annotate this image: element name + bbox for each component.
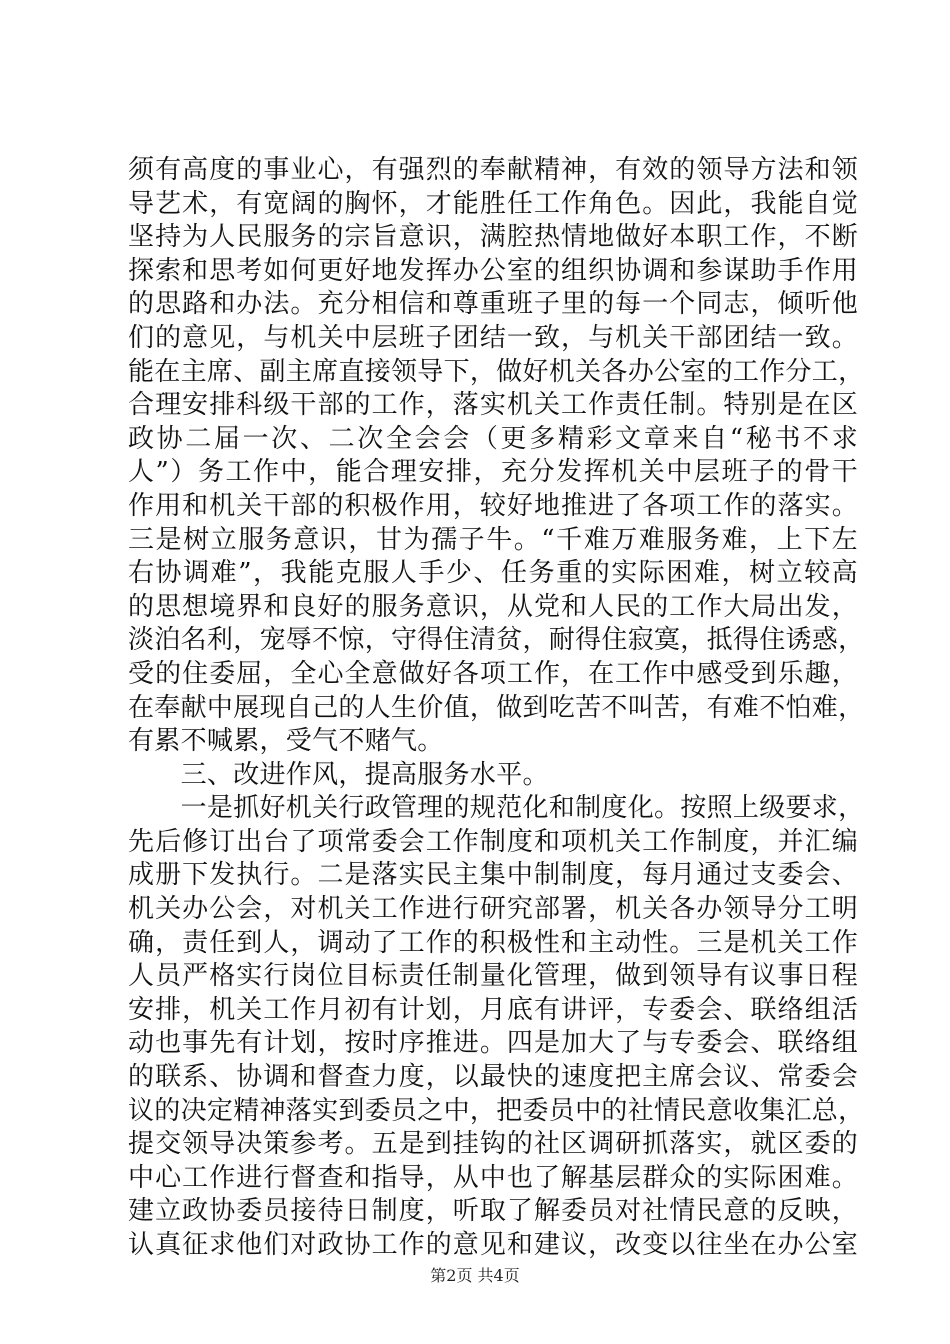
text-line: 们的意见，与机关中层班子团结一致，与机关干部团结一致。 [128,322,858,353]
text-line: 人”）务工作中，能合理安排，充分发挥机关中层班子的骨干 [128,457,858,488]
text-line: 的思路和办法。充分相信和尊重班子里的每一个同志，倾听他 [128,289,858,320]
text-line: 三是树立服务意识，甘为孺子牛。“千难万难服务难，上下左 [128,524,858,555]
text-line: 人员严格实行岗位目标责任制量化管理，做到领导有议事日程 [128,961,858,992]
text-line: 建立政协委员接待日制度，听取了解委员对社情民意的反映， [128,1196,858,1227]
text-line: 导艺术，有宽阔的胸怀，才能胜任工作角色。因此，我能自觉 [128,188,858,219]
text-line: 机关办公会，对机关工作进行研究部署，机关各办领导分工明 [128,894,858,925]
text-line: 坚持为人民服务的宗旨意识，满腔热情地做好本职工作，不断 [128,222,858,253]
text-line: 在奉献中展现自己的人生价值，做到吃苦不叫苦，有难不怕难， [128,692,865,723]
document-body [128,154,865,1263]
text-line: 议的决定精神落实到委员之中，把委员中的社情民意收集汇总， [128,1095,865,1126]
text-line: 受的住委屈，全心全意做好各项工作，在工作中感受到乐趣， [128,658,858,689]
text-line: 安排，机关工作月初有计划，月底有讲评，专委会、联络组活 [128,994,858,1025]
text-line: 确，责任到人，调动了工作的积极性和主动性。三是机关工作 [128,927,858,958]
text-line: 作用和机关干部的积极作用，较好地推进了各项工作的落实。 [128,490,858,521]
text-line: 须有高度的事业心，有强烈的奉献精神，有效的领导方法和领 [128,155,858,185]
text-line: 的思想境界和良好的服务意识，从党和人民的工作大局出发， [128,591,858,622]
text-line: 能在主席、副主席直接领导下，做好机关各办公室的工作分工， [128,356,865,387]
text-line: 探索和思考如何更好地发挥办公室的组织协调和参谋助手作用 [128,255,858,286]
text-line: 成册下发执行。二是落实民主集中制制度，每月通过支委会、 [128,860,858,891]
text-line: 中心工作进行督查和指导，从中也了解基层群众的实际困难。 [128,1162,858,1193]
text-line: 合理安排科级干部的工作，落实机关工作责任制。特别是在区 [128,390,858,421]
text-line: 一是抓好机关行政管理的规范化和制度化。按照上级要求， [128,793,865,824]
text-line: 提交领导决策参考。五是到挂钩的社区调研抓落实，就区委的 [128,1129,858,1160]
text-line: 动也事先有计划，按时序推进。四是加大了与专委会、联络组 [128,1028,858,1059]
text-line: 右协调难”，我能克服人手少、任务重的实际困难，树立较高 [128,558,858,589]
text-line: 认真征求他们对政协工作的意见和建议，改变以往坐在办公室 [128,1230,858,1260]
text-line: 淡泊名利，宠辱不惊，守得住清贫，耐得住寂寞，抵得住诱惑， [128,625,865,656]
text-line: 先后修订出台了项常委会工作制度和项机关工作制度，并汇编 [128,826,858,857]
page-number-footer: 第2页 共4页 [430,1266,520,1285]
text-line: 政协二届一次、二次全会会（更多精彩文章来自“秘书不求 [128,423,858,454]
text-line: 三、改进作风，提高服务水平。 [128,759,549,790]
text-line: 有累不喊累，受气不赌气。 [128,726,444,757]
text-line: 的联系、协调和督查力度，以最快的速度把主席会议、常委会 [128,1062,858,1093]
